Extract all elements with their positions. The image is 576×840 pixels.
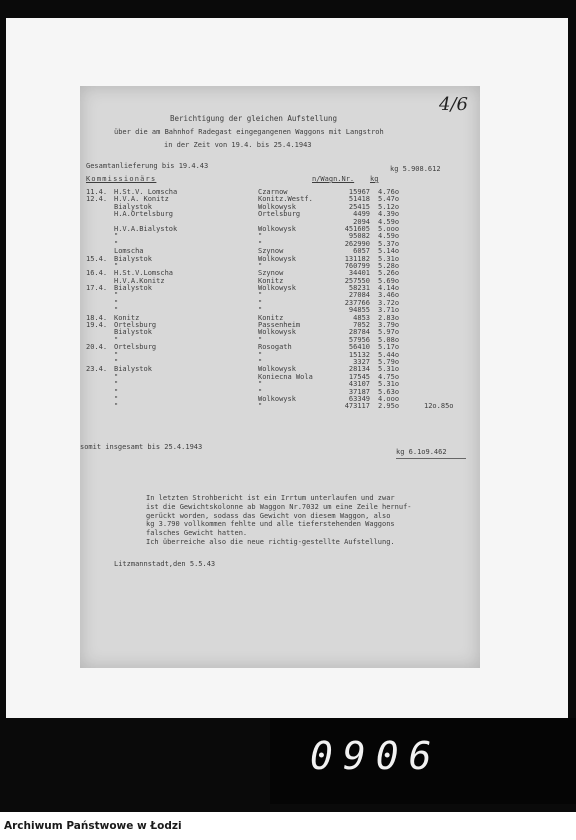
row-wagon-number: 27084 (348, 291, 370, 300)
row-station: Wolkowysk (258, 328, 296, 337)
row-station: " (258, 232, 263, 241)
row-weight: 4.59o (378, 232, 400, 241)
table-row (86, 269, 474, 276)
total-value: kg 6.1o9.462 (396, 448, 447, 456)
row-weight: 3.72o (378, 298, 400, 307)
row-sender: Bialystok (114, 284, 152, 293)
row-station: Konitz (258, 276, 284, 285)
frame-number: 0906 (310, 734, 442, 778)
row-sender: Ortelsburg (114, 321, 157, 330)
row-wagon-number: 57956 (348, 335, 370, 344)
table-row (86, 247, 474, 254)
row-wagon-number: 760799 (344, 261, 370, 270)
table-row (86, 351, 474, 358)
table-row (86, 402, 474, 409)
row-station: Wolkowysk (258, 254, 296, 263)
column-header-wagon: n/Wagn.Nr. (312, 175, 355, 183)
row-wagon-number: 28134 (348, 365, 370, 374)
row-extra: 12o.85o (424, 402, 454, 411)
row-station: Szynow (258, 247, 284, 256)
row-station: " (258, 402, 263, 411)
row-wagon-number: 4499 (353, 210, 370, 219)
row-wagon-number: 257550 (344, 276, 370, 285)
row-wagon-number: 473117 (344, 402, 370, 411)
row-date: 15.4. (86, 254, 108, 263)
row-weight: 5.ooo (378, 224, 400, 233)
table-row (86, 358, 474, 365)
row-station: Koniecna Wola (258, 372, 313, 381)
row-sender: " (114, 298, 119, 307)
row-date: 23.4. (86, 365, 108, 374)
paragraph-line: falsches Gewicht hatten. (146, 529, 248, 538)
row-weight: 4.75o (378, 372, 400, 381)
row-sender: " (114, 306, 119, 315)
table-row (86, 225, 474, 232)
column-header-sender: Kommissionärs (86, 175, 157, 183)
correction-paragraph (146, 494, 412, 547)
row-station: " (258, 335, 263, 344)
row-wagon-number: 25415 (348, 202, 370, 211)
row-wagon-number: 94855 (348, 306, 370, 315)
gesamt-label: Gesamtanlieferung bis 19.4.43 (86, 162, 209, 170)
row-station: Wolkowysk (258, 365, 296, 374)
row-weight: 5.26o (378, 269, 400, 278)
row-weight: 4.14o (378, 284, 400, 293)
row-sender: " (114, 357, 119, 366)
document-title: Berichtigung der gleichen Aufstellung (170, 114, 338, 123)
row-sender: Bialystok (114, 365, 152, 374)
row-sender: Ortelsburg (114, 343, 157, 352)
table-row (86, 388, 474, 395)
row-date: 16.4. (86, 269, 108, 278)
row-weight: 5.79o (378, 357, 400, 366)
row-weight: 5.12o (378, 202, 400, 211)
row-sender: Lomscha (114, 247, 144, 256)
frame-number-panel (270, 718, 576, 804)
paragraph-line: Ich überreiche also die neue richtig-gestellte Aufstellung. (146, 537, 395, 546)
gesamt-value: kg 5.908.612 (390, 165, 441, 173)
row-wagon-number: 131182 (344, 254, 370, 263)
row-weight: 5.28o (378, 261, 400, 270)
table-row (86, 365, 474, 372)
row-wagon-number: 451605 (344, 224, 370, 233)
row-weight: 5.17o (378, 343, 400, 352)
row-sender: " (114, 335, 119, 344)
row-wagon-number: 237766 (344, 298, 370, 307)
document-subtitle-2: in der Zeit von 19.4. bis 25.4.1943 (164, 141, 312, 149)
row-station: Ortelsburg (258, 210, 301, 219)
table-row (86, 195, 474, 202)
row-station: Konitz.Westf. (258, 195, 313, 204)
table-row (86, 291, 474, 298)
row-weight: 5.08o (378, 335, 400, 344)
document-page (80, 86, 480, 668)
row-station: " (258, 380, 263, 389)
row-station: Czarnow (258, 188, 288, 196)
handwritten-page-mark: 4/6 (439, 94, 468, 115)
paragraph-line: kg 3.790 vollkommen fehlte und alle tieferstehenden Waggons (146, 520, 395, 529)
table-row (86, 299, 474, 306)
table-row (86, 240, 474, 247)
table-row (86, 314, 474, 321)
row-station: " (258, 387, 263, 396)
row-sender: " (114, 387, 119, 396)
row-wagon-number: 43107 (348, 380, 370, 389)
table-row (86, 395, 474, 402)
archive-footer (0, 812, 576, 840)
table-row (86, 321, 474, 328)
row-sender: Bialystok (114, 328, 152, 337)
row-date: 12.4. (86, 195, 108, 204)
row-station: " (258, 261, 263, 270)
row-weight: 5.31o (378, 254, 400, 263)
row-sender: " (114, 232, 119, 241)
row-wagon-number: 34401 (348, 269, 370, 278)
row-sender: " (114, 239, 119, 248)
row-sender: H.V.A.Bialystok (114, 224, 178, 233)
row-weight: 4.59o (378, 217, 400, 226)
row-wagon-number: 3327 (353, 357, 370, 366)
row-weight: 5.31o (378, 365, 400, 374)
row-weight: 5.47o (378, 195, 400, 204)
row-date: 18.4. (86, 313, 108, 322)
table-row (86, 218, 474, 225)
row-station: " (258, 357, 263, 366)
row-sender: " (114, 380, 119, 389)
row-station: " (258, 350, 263, 359)
table-row (86, 343, 474, 350)
row-weight: 5.37o (378, 239, 400, 248)
delivery-table (86, 188, 474, 410)
row-sender: H.A.Ortelsburg (114, 210, 174, 219)
row-wagon-number: 6057 (353, 247, 370, 256)
row-date: 20.4. (86, 343, 108, 352)
row-weight: 3.79o (378, 321, 400, 330)
row-wagon-number: 37187 (348, 387, 370, 396)
row-sender: " (114, 402, 119, 411)
row-station: " (258, 291, 263, 300)
table-row (86, 255, 474, 262)
table-row (86, 336, 474, 343)
total-underline (396, 458, 466, 459)
row-wagon-number: 95082 (348, 232, 370, 241)
table-row (86, 380, 474, 387)
row-weight: 4.39o (378, 210, 400, 219)
row-sender: Konitz (114, 313, 140, 322)
row-weight: 5.31o (378, 380, 400, 389)
row-sender: " (114, 394, 119, 403)
table-row (86, 203, 474, 210)
row-station: " (258, 306, 263, 315)
row-wagon-number: 28784 (348, 328, 370, 337)
table-row (86, 232, 474, 239)
row-sender: Bialystok (114, 202, 152, 211)
row-weight: 3.71o (378, 306, 400, 315)
row-station: Passenheim (258, 321, 301, 330)
row-weight: 4.76o (378, 188, 400, 196)
row-weight: 3.46o (378, 291, 400, 300)
row-date: 19.4. (86, 321, 108, 330)
row-weight: 5.69o (378, 276, 400, 285)
table-row (86, 277, 474, 284)
table-row (86, 188, 474, 195)
row-sender: H.St.V. Lomscha (114, 188, 178, 196)
row-sender: " (114, 372, 119, 381)
row-weight: 5.97o (378, 328, 400, 337)
row-sender: H.V.A. Konitz (114, 195, 169, 204)
row-weight: 2.83o (378, 313, 400, 322)
row-station: Wolkowysk (258, 202, 296, 211)
row-wagon-number: 51418 (348, 195, 370, 204)
row-wagon-number: 56410 (348, 343, 370, 352)
table-row (86, 373, 474, 380)
row-weight: 5.14o (378, 247, 400, 256)
row-station: " (258, 298, 263, 307)
row-wagon-number: 7052 (353, 321, 370, 330)
archive-label: Archiwum Państwowe w Łodzi (4, 820, 182, 832)
row-sender: " (114, 350, 119, 359)
row-date: 11.4. (86, 188, 108, 196)
column-header-kg: kg (370, 175, 379, 183)
row-sender: Bialystok (114, 254, 152, 263)
row-weight: 5.44o (378, 350, 400, 359)
row-wagon-number: 262990 (344, 239, 370, 248)
row-station: Rosogath (258, 343, 292, 352)
row-weight: 5.63o (378, 387, 400, 396)
paragraph-line: gerückt worden, sodass das Gewicht von diesem Waggon, also (146, 511, 391, 520)
row-wagon-number: 2094 (353, 217, 370, 226)
paragraph-line: ist die Gewichtskolonne ab Waggon Nr.7032 um eine Zeile hernuf- (146, 502, 412, 511)
row-wagon-number: 17545 (348, 372, 370, 381)
row-station: Szynow (258, 269, 284, 278)
place-date: Litzmannstadt,den 5.5.43 (114, 560, 216, 568)
table-row (86, 306, 474, 313)
row-station: Wolkowysk (258, 394, 296, 403)
paragraph-line: In letzten Strohbericht ist ein Irrtum unterlaufen und zwar (146, 494, 395, 502)
table-row (86, 210, 474, 217)
row-station: Wolkowysk (258, 224, 296, 233)
row-weight: 2.95o (378, 402, 400, 411)
row-wagon-number: 63349 (348, 394, 370, 403)
table-row (86, 284, 474, 291)
row-wagon-number: 15967 (348, 188, 370, 196)
row-wagon-number: 58231 (348, 284, 370, 293)
somit-label: somit insgesamt bis 25.4.1943 (80, 443, 203, 451)
table-row (86, 328, 474, 335)
table-row (86, 262, 474, 269)
row-sender: " (114, 261, 119, 270)
row-weight: 4.ooo (378, 394, 400, 403)
row-station: Wolkowysk (258, 284, 296, 293)
row-station: " (258, 239, 263, 248)
row-station: Konitz (258, 313, 284, 322)
document-subtitle-1: über die am Bahnhof Radegast eingegangenen Waggons mit Langstroh (114, 128, 384, 136)
row-sender: H.St.V.Lomscha (114, 269, 174, 278)
row-wagon-number: 15132 (348, 350, 370, 359)
row-sender: " (114, 291, 119, 300)
row-sender: H.V.A.Konitz (114, 276, 165, 285)
row-wagon-number: 4853 (353, 313, 370, 322)
row-date: 17.4. (86, 284, 108, 293)
